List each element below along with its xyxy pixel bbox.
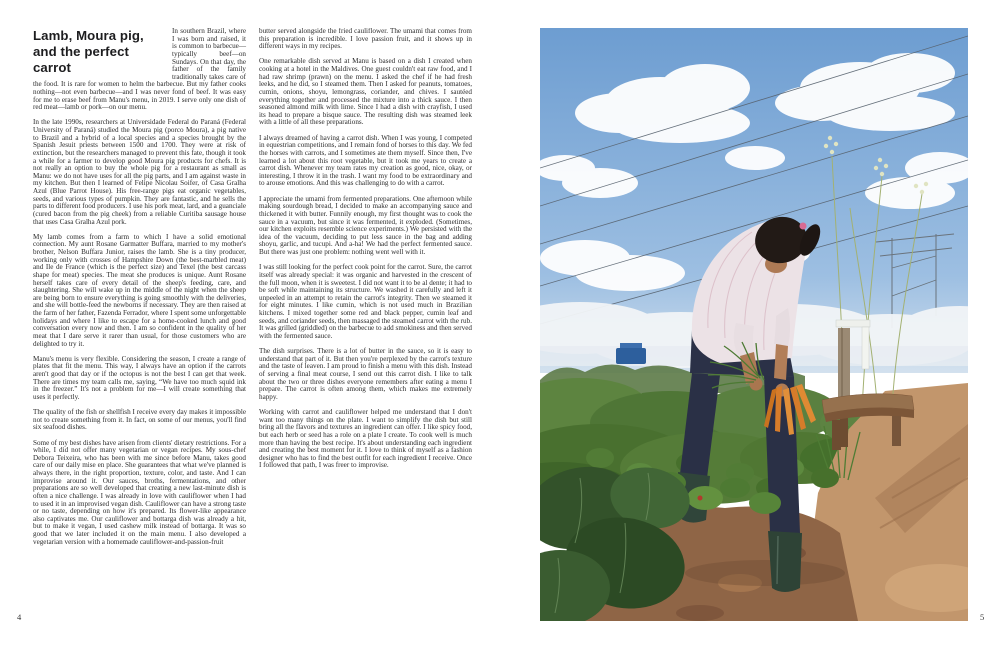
paragraph: In the late 1990s, researchers at Universidade Federal do Paraná (Federal University of Paraná) studied the Moura pig (porco Moura), a pig native to Brazil and a hybrid of a local species and a species brought by the Spanish Jesuit priests between 1500 and 1700. They were at risk of extinction, but the researchers managed to prevent this fate, though it took a while for a farmer to develop good Moura pig products for chefs. It is not really an option to buy the whole pig for a restaurant as small as Manu: we do not have uses for all the pig parts, and I am against waste in my kitchen. But then I learned of Felipe Nicolau Soifer, of Casa Gralha Azul (Blue Parrot House). His free-range pigs eat organic vegetables, seeds, and various types of pumpkin. They are fantastic, and he sells the parts to different food producers. I use his pork meat, lard, and a guanciale (cured bacon from the pig cheek) from a reliable Curitiba sausage house that uses Casa Gralha Azul pork. [33,118,246,226]
farmer-boot [768,531,802,592]
paragraph: The quality of the fish or shellfish I receive every day makes it impossible not to create something from it. In fact, on some of our menus, you'll find six seafood dishes. [33,408,246,432]
paragraph: Working with carrot and cauliflower helped me understand that I don't want too many things on the plate. I want to simplify the dish but still bring all the flavors and textures an ingredient can offer. I like spicy food, but each herb or seed has a role on a plate I create. To cook well is much more than having the best recipe. It's about understanding each ingredient and creating the best moment for it. I love to think of myself as a fashion designer who has to find the best outfit for each ingredient I receive. Once I followed that path, I was freer to improvise. [259,408,472,470]
farmer-shadow [685,560,845,586]
paragraph: I appreciate the umami from fermented preparations. One afternoon while making sourdough bread, I decided to make an accompanying sauce and thickened it with butter. Funnily enough, my first thought was to cook the sauce in a vacuum, but since it was fermented, it exploded. (Sometimes, our kitchen exploits resemble science experiments.) We persisted with the idea of the vacuum, deciding to put less sauce in the bag and adding shoyu, garlic, and tucupi. And a-ha! We had the perfect fermented sauce. But there was just one problem: nothing went well with it. [259,194,472,257]
left-page-text [33,28,473,630]
paragraph: Manu's menu is very flexible. Considering the season, I create a range of plates that fit the menu. This way, I always have an option if the carrots aren't good that day or if the octopus is not the best I can get that week. There are times my team calls me, saying, “We have too much squid ink in the freezer.” It's not a problem for me—I will create something that uses it perfectly. [33,354,246,401]
paragraph: I was still looking for the perfect cook point for the carrot. Sure, the carrot itself was already special: it was organic and harvested in the crescent of the full moon, when it is sweetest. I did not want it to be al dente; it had to be soft while maintaining its structure. We washed it carefully and left it unpeeled in an attempt to retain the carrot's integrity. Then we steamed it for eight minutes. I like cumin, which is not used much in Brazilian kitchens. I mixed together some red and black pepper, cumin leaf and seeds, and coriander seeds, then massaged the steamed carrot with the rub. It was grilled (griddled) on the barbecue to add smokiness and then served with the fermented sauce. [259,263,472,340]
paragraph: I always dreamed of having a carrot dish. When I was young, I competed in equestrian competitions, and I remain fond of horses to this day. We fed the horses with carrots, and I sometimes ate them myself. Since then, I've learned a lot about this root vegetable, but it took me years to create a carrot dish. Whenever my team rates my creation as good, nice, okay, or interesting, I throw it in the trash. I want my food to be extraordinary and to arouse emotions. And this was challenging to do with a carrot. [259,133,472,188]
page-number-right: 5 [980,612,985,622]
right-column [259,28,472,630]
left-column [33,28,246,630]
chapter-title: Lamb, Moura pig, and the perfect carrot [33,28,144,75]
paragraph: The dish surprises. There is a lot of butter in the sauce, so it is easy to understand that part of it. But then you're perplexed by the carrot's texture and the taste of leaven. I am proud to finish a menu with this dish. Instead of serving a final meat course, I send out this carrot dish. I like to talk about the two or three dishes everyone remembers after eating a menu I prepare. The carrot is often among them, which makes me extremely happy. [259,347,472,401]
paragraph: In southern Brazil, where I was born and raised, it is common to barbecue—typically beef—on Sundays. On that day, the father of the family traditionally takes care of the food. It is rare for women to helm the barbecue. But my father cooks nothing—not even barbecue—and I was never fond of beef. It was easy for me to erase beef from Manu's menu, in 2019. I serve only one dish of red meat—lamb or pork—on our menu. [33,28,246,112]
paragraph: butter served alongside the fried cauliflower. The umami that comes from this preparation is incredible. I love passion fruit, and it shows up in different ways in my recipes. [259,28,472,51]
farmer-forearm [774,344,788,380]
paragraph: Some of my best dishes have arisen from clients' dietary restrictions. For a while, I did not offer many vegetarian or vegan recipes. My sous-chef Debora Teixeira, who has been with me since before Manu, takes good care of our daily mise en place. She guarantees that what we've planned is always there, in the right proportion, texture, color, and taste. And I can improvise around it. Our sauces, broths, fermentations, and other preparations are so well developed that creating a new last-minute dish is often a nice challenge. I was already in love with cauliflower when I had to used it in an improvised vegan dish. Cauliflower can have a strong taste or no taste, depending on how it's prepared. Its flower-like appearance also captivates me. Our cauliflower and bottarga dish was already a hit, but to make it vegan, I used cashew milk instead of bottarga. It was so good that we later included it on the main menu. I also developed a vegetarian version with a homemade cauliflower-and-passion-fruit [33,438,246,546]
garden-photo-illustration [540,28,968,621]
page-number-left: 4 [17,612,22,622]
paragraph: One remarkable dish served at Manu is based on a dish I created when cooking at a hotel in the Maldives. One guest couldn't eat raw food, and I had raw shrimp (prawn) on the menu. I asked the chef if he had fresh leeks, and he did, so I steamed them. Then I asked for peanuts, tomatoes, cumin, onions, shoyu, lemongrass, coriander, and chives. I sautéed everything together and processed the mixture into a thick sauce. I then seasoned almond milk with lime. Since I had a dish with crayfish, I used its head to prepare a bisque sauce. The resulting dish was steamed leek with a little of all these preparations. [259,57,472,127]
strawberry [698,496,703,501]
paragraph: My lamb comes from a farm to which I have a solid emotional connection. My aunt Rosane Garmatter Buffara, married to my mother's brother, Nelson Buffara Junior, raises the lamb. She is a tiny producer, working only with crosses of Hampshire Down (the best-marbled meat) and Ile de France (which is the perfect size) and Texel (the best carcass shape for meat) species. The meat she produces is unique. Aunt Rosane herself takes care of every detail of the sheep's feeding, care, and slaughtering. She will wake up in the middle of the night when the sheep are being born to ensure everything is going smoothly with the deliveries, and she will bottle-feed the newborns if necessary. They are then raised at the farm of her father, Fazenda Ferrador, where I spent some unforgettable holidays and where I like to escape for a home-cooked lunch and good conversation every now and then. I am so confident in the quality of her meat that I dare serve it rarer than usual, for those customers who are delighted to try it. [33,232,246,348]
hair-tie [800,223,807,230]
garden-photo [540,28,968,621]
opening-block [33,28,246,112]
water-tank [616,343,646,364]
